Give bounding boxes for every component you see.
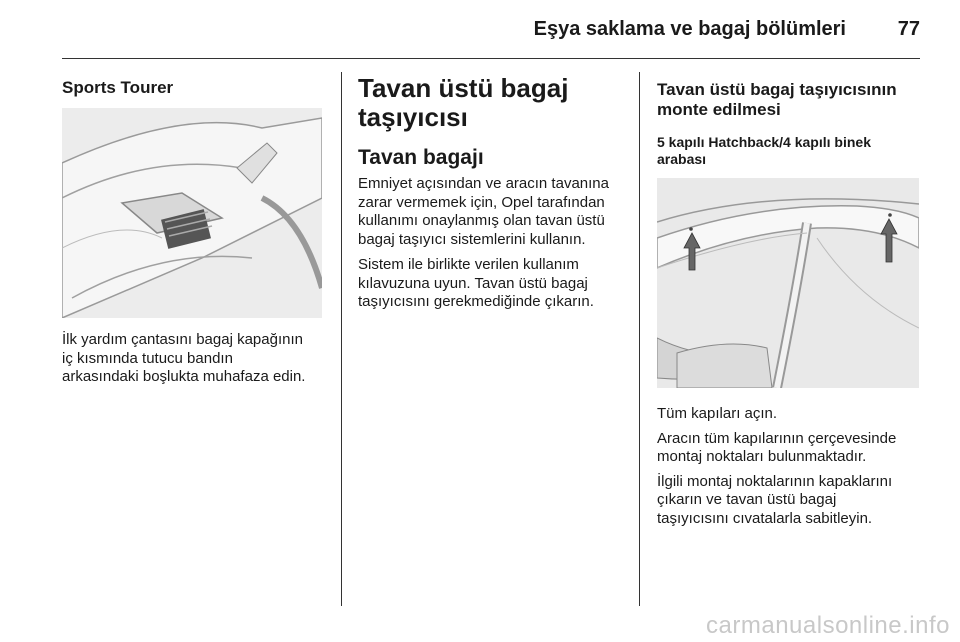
paragraph-line: zarar vermemek için, Opel tarafından — [358, 193, 605, 211]
step-line: İlgili montaj noktalarının kapaklarını — [657, 472, 893, 490]
paragraph-line: taşıyıcısını gerekmediğinde çıkarın. — [358, 293, 594, 310]
mounting-points-illustration — [657, 178, 919, 388]
right-steps — [657, 405, 932, 528]
step-line: taşıyıcısını cıvatalarla sabitleyin. — [657, 509, 873, 527]
paragraph-line: kullanımı onaylanmış olan tavan üstü — [358, 212, 605, 229]
paragraph-line: kılavuzuna uyun. Tavan üstü bagaj — [358, 274, 588, 292]
step-line: montaj noktaları bulunmaktadır. — [657, 448, 867, 465]
tailgate-interior-drawing — [62, 108, 322, 318]
door-frame-drawing — [657, 178, 919, 388]
section-heading-line: monte edilmesi — [657, 100, 781, 119]
step-line: çıkarın ve tavan üstü bagaj — [657, 491, 837, 508]
middle-column — [358, 74, 630, 312]
left-column — [62, 78, 330, 98]
step-line: Aracın tüm kapılarının çerçevesinde — [657, 429, 897, 447]
paragraph-roof-rack-safety — [358, 175, 630, 249]
section-heading-line: Tavan üstü bagaj taşıyıcısının — [657, 80, 897, 99]
section-title-line: Tavan üstü bagaj — [358, 73, 569, 103]
section-title-line: taşıyıcısı — [358, 102, 468, 132]
caption-line: iç kısmında tutucu bandın — [62, 349, 233, 367]
watermark: carmanualsonline.info — [706, 612, 950, 639]
page-number: 77 — [897, 18, 920, 40]
right-column — [657, 80, 927, 168]
step-remove-covers — [657, 473, 932, 529]
header-rule — [62, 58, 920, 59]
subheading-line: arabası — [657, 151, 707, 167]
caption-line: İlk yardım çantasını bagaj kapağının — [62, 331, 303, 348]
paragraph-line: Sistem ile birlikte verilen kullanım — [358, 256, 579, 273]
section-heading-sports-tourer: Sports Tourer — [62, 78, 174, 97]
column-divider-left — [341, 72, 342, 606]
subsection-title: Tavan bagajı — [358, 146, 484, 169]
paragraph-line: Emniyet açısından ve aracın tavanına — [358, 175, 609, 192]
paragraph-instructions — [358, 256, 630, 312]
header-title: Eşya saklama ve bagaj bölümleri — [533, 18, 846, 40]
column-divider-right — [639, 72, 640, 606]
caption-line: arkasındaki boşlukta muhafaza edin. — [62, 368, 306, 385]
paragraph-line: bagaj taşıyıcı sistemlerini kullanın. — [358, 230, 586, 248]
step-open-doors: Tüm kapıları açın. — [657, 405, 778, 422]
first-aid-kit-illustration — [62, 108, 322, 318]
step-mounting-points — [657, 430, 932, 467]
left-caption — [62, 331, 332, 387]
subheading-line: 5 kapılı Hatchback/4 kapılı binek — [657, 134, 871, 150]
